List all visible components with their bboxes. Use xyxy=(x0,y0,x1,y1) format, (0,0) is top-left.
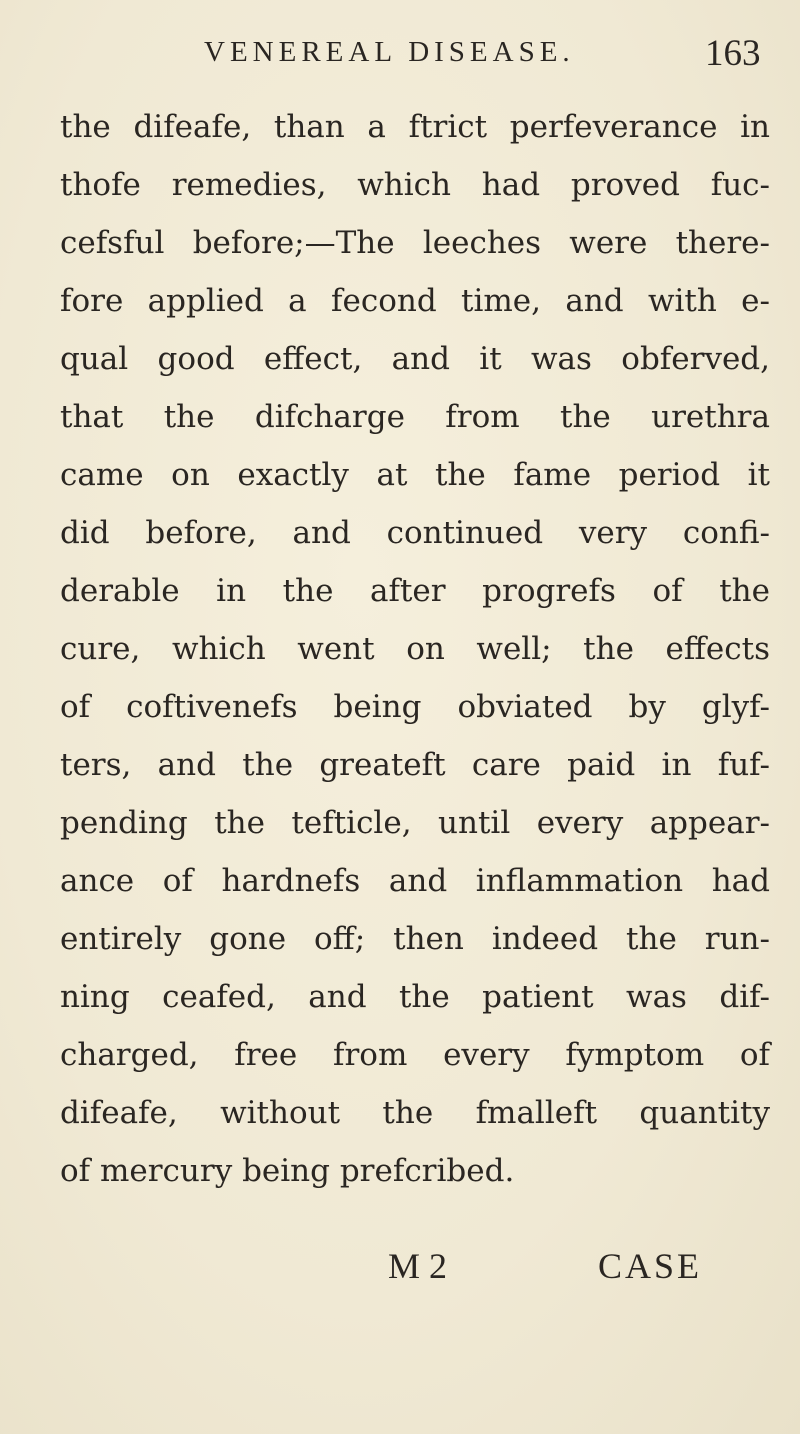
text-line: ance of hardnefs and inflammation had xyxy=(60,863,770,899)
body-text xyxy=(60,98,780,1200)
text-line: did before, and continued very confi- xyxy=(60,515,770,551)
text-line: ning ceafed, and the patient was dif- xyxy=(60,979,770,1015)
text-line: of coftivenefs being obviated by glyf- xyxy=(60,689,770,725)
page-header xyxy=(0,32,800,82)
text-line: fore applied a fecond time, and with e- xyxy=(60,283,770,319)
running-title: VENEREAL DISEASE. xyxy=(204,36,575,68)
text-line: thofe remedies, which had proved fuc- xyxy=(60,167,770,203)
text-line: the difeafe, than a ftrict perfeverance in xyxy=(60,109,770,145)
text-line: derable in the after progrefs of the xyxy=(60,573,770,609)
text-line: cure, which went on well; the effects xyxy=(60,631,770,667)
text-line: qual good effect, and it was obferved, xyxy=(60,341,770,377)
catchword: CASE xyxy=(598,1246,703,1286)
text-line: entirely gone off; then indeed the run- xyxy=(60,921,770,957)
text-line: pending the tefticle, until every appear- xyxy=(60,805,770,841)
text-line: cefsful before;—The leeches were there- xyxy=(60,225,770,261)
text-line: that the difcharge from the urethra xyxy=(60,399,770,435)
text-line: difeafe, without the fmalleft quantity xyxy=(60,1095,770,1131)
text-line: charged, free from every fymptom of xyxy=(60,1037,770,1073)
text-line: came on exactly at the fame period it xyxy=(60,457,770,493)
text-line-last: of mercury being prefcribed. xyxy=(60,1153,515,1189)
text-line: ters, and the greateft care paid in fuf- xyxy=(60,747,770,783)
page-number: 163 xyxy=(705,33,761,74)
signature-mark: M 2 xyxy=(388,1246,448,1286)
page-footer xyxy=(0,1245,800,1305)
